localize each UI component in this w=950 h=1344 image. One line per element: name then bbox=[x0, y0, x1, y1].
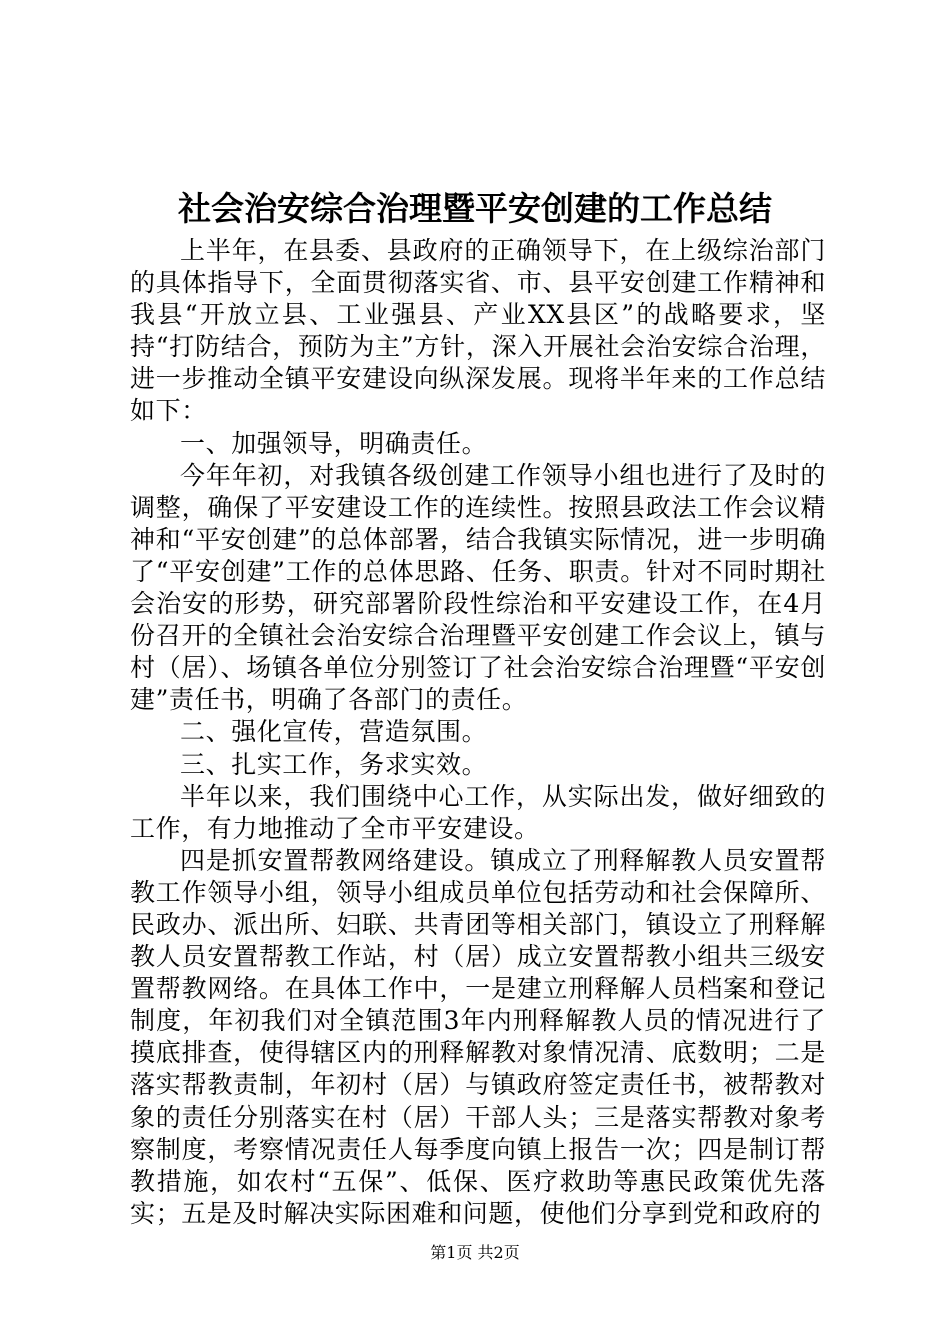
heading-section-1: 一、加强领导，明确责任。 bbox=[180, 428, 488, 458]
document-body bbox=[130, 235, 826, 1230]
document-title: 社会治安综合治理暨平安创建的工作总结 bbox=[178, 189, 772, 228]
paragraph-intro: 上半年，在县委、县政府的正确领导下，在上级综治部门的具体指导下，全面贯彻落实省、市、县平安创建工作精神和我县“开放立县、工业强县、产业XX县区”的战略要求，坚持“打防结合，预防为主”方针，深入开展社会治安综合治理，进一步推动全镇平安建设向纵深发展。现将半年来的工作总结如下： bbox=[130, 236, 826, 426]
page-number-footer: 第1页 共2页 bbox=[430, 1243, 520, 1262]
paragraph-section-3: 半年以来，我们围绕中心工作，从实际出发，做好细致的工作，有力地推动了全市平安建设。 bbox=[130, 781, 826, 843]
heading-section-3: 三、扎实工作，务求实效。 bbox=[180, 749, 488, 779]
paragraph-point-4: 四是抓安置帮教网络建设。镇成立了刑释解教人员安置帮教工作领导小组，领导小组成员单位包括劳动和社会保障所、民政办、派出所、妇联、共青团等相关部门，镇设立了刑释解教人员安置帮教工作站，村（居）成立安置帮教小组共三级安置帮教网络。在具体工作中，一是建立刑释解人员档案和登记制度，年初我们对全镇范围3年内刑释解教人员的情况进行了摸底排查，使得辖区内的刑释解教对象情况清、底数明；二是落实帮教责制，年初村（居）与镇政府签定责任书，被帮教对象的责任分别落实在村（居）干部人头；三是落实帮教对象考察制度，考察情况责任人每季度向镇上报告一次；四是制订帮教措施，如农村“五保”、低保、医疗救助等惠民政策优先落实；五是及时解决实际困难和问题，使他们分享到党和政府的 bbox=[130, 845, 826, 1228]
paragraph-section-1: 今年年初，对我镇各级创建工作领导小组也进行了及时的调整，确保了平安建设工作的连续性。按照县政法工作会议精神和“平安创建”的总体部署，结合我镇实际情况，进一步明确了“平安创建”工作的总体思路、任务、职责。针对不同时期社会治安的形势，研究部署阶段性综治和平安建设工作，在4月份召开的全镇社会治安综合治理暨平安创建工作会议上，镇与村（居）、场镇各单位分别签订了社会治安综合治理暨“平安创建”责任书，明确了各部门的责任。 bbox=[130, 460, 826, 715]
heading-section-2: 二、强化宣传，营造氛围。 bbox=[180, 717, 488, 747]
